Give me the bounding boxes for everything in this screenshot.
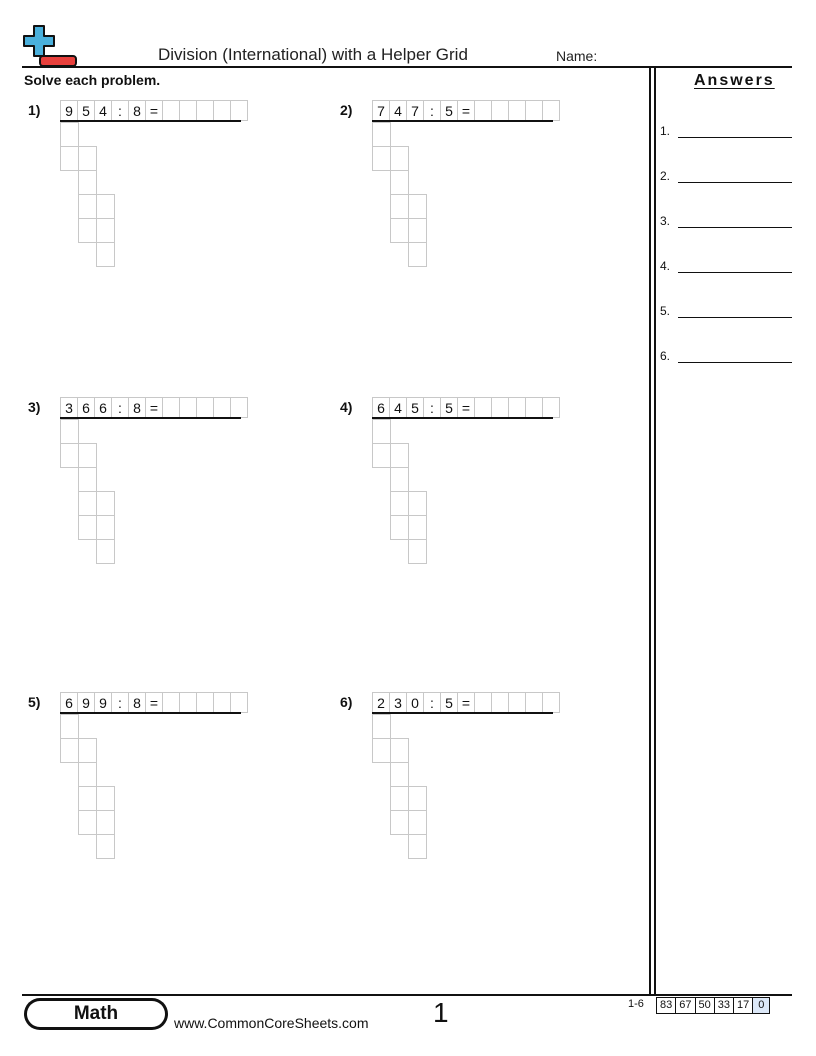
divisor-digit: 8 bbox=[128, 100, 146, 121]
helper-grid-cell[interactable] bbox=[78, 194, 97, 219]
problem-number: 5) bbox=[28, 694, 41, 710]
division-sign: : bbox=[111, 397, 129, 418]
helper-grid-cell[interactable] bbox=[96, 786, 115, 811]
dividend-digit: 5 bbox=[77, 100, 95, 121]
helper-grid-cell[interactable] bbox=[78, 467, 97, 492]
helper-grid-cell[interactable] bbox=[372, 714, 391, 739]
divisor-digit: 8 bbox=[128, 692, 146, 713]
quotient-cell[interactable] bbox=[179, 692, 197, 713]
quotient-cell[interactable] bbox=[542, 100, 560, 121]
dividend-digit: 2 bbox=[372, 692, 390, 713]
quotient-cell[interactable] bbox=[230, 692, 248, 713]
helper-grid-cell[interactable] bbox=[60, 443, 79, 468]
dividend-digit: 6 bbox=[372, 397, 390, 418]
dividend-digit: 6 bbox=[60, 692, 78, 713]
worksheet-title: Division (International) with a Helper Grid bbox=[158, 45, 468, 64]
helper-grid-cell[interactable] bbox=[78, 762, 97, 787]
division-sign: : bbox=[111, 100, 129, 121]
subject-badge bbox=[24, 998, 168, 1030]
equals-sign: = bbox=[145, 397, 163, 418]
helper-grid-cell[interactable] bbox=[372, 443, 391, 468]
quotient-cell[interactable] bbox=[213, 397, 231, 418]
helper-grid-cell[interactable] bbox=[408, 539, 427, 564]
dividend-digit: 3 bbox=[60, 397, 78, 418]
dividend-digit: 3 bbox=[389, 692, 407, 713]
answer-slot-3[interactable] bbox=[660, 212, 792, 232]
score-cell: 83 bbox=[656, 997, 676, 1014]
problem-number: 6) bbox=[340, 694, 353, 710]
quotient-cell[interactable] bbox=[542, 397, 560, 418]
helper-grid-cell[interactable] bbox=[78, 738, 97, 763]
dividend-digit: 9 bbox=[60, 100, 78, 121]
score-range: 1-6 bbox=[628, 998, 644, 1010]
score-cell: 33 bbox=[714, 997, 734, 1014]
quotient-cell[interactable] bbox=[474, 397, 492, 418]
score-table bbox=[656, 997, 770, 1014]
quotient-cell[interactable] bbox=[162, 100, 180, 121]
helper-grid-cell[interactable] bbox=[408, 834, 427, 859]
answer-number: 6. bbox=[660, 349, 671, 363]
quotient-cell[interactable] bbox=[525, 692, 543, 713]
helper-grid-cell[interactable] bbox=[408, 218, 427, 243]
division-sign: : bbox=[423, 692, 441, 713]
equals-sign: = bbox=[457, 397, 475, 418]
helper-grid-cell[interactable] bbox=[78, 443, 97, 468]
quotient-cell[interactable] bbox=[213, 100, 231, 121]
page-number: 1 bbox=[433, 997, 449, 1028]
score-cell: 67 bbox=[675, 997, 695, 1014]
helper-grid-cell[interactable] bbox=[96, 539, 115, 564]
divisor-digit: 5 bbox=[440, 100, 458, 121]
helper-grid-cell[interactable] bbox=[390, 491, 409, 516]
quotient-cell[interactable] bbox=[474, 100, 492, 121]
problem-number: 1) bbox=[28, 102, 41, 118]
division-bar bbox=[60, 417, 241, 419]
problem-1 bbox=[28, 100, 288, 280]
dividend-digit: 6 bbox=[77, 397, 95, 418]
helper-grid-cell[interactable] bbox=[390, 786, 409, 811]
problem-number: 4) bbox=[340, 399, 353, 415]
helper-grid-cell[interactable] bbox=[390, 146, 409, 171]
score-cell: 50 bbox=[695, 997, 715, 1014]
quotient-cell[interactable] bbox=[213, 692, 231, 713]
helper-grid-cell[interactable] bbox=[96, 218, 115, 243]
quotient-cell[interactable] bbox=[491, 692, 509, 713]
plus-minus-logo-icon bbox=[22, 24, 80, 68]
problem-4 bbox=[340, 397, 600, 577]
divisor-digit: 8 bbox=[128, 397, 146, 418]
problem-number: 2) bbox=[340, 102, 353, 118]
website-url: www.CommonCoreSheets.com bbox=[174, 1015, 369, 1031]
dividend-digit: 9 bbox=[94, 692, 112, 713]
helper-grid-cell[interactable] bbox=[96, 491, 115, 516]
division-sign: : bbox=[423, 397, 441, 418]
answer-line bbox=[678, 182, 792, 183]
equals-sign: = bbox=[145, 100, 163, 121]
quotient-cell[interactable] bbox=[179, 100, 197, 121]
quotient-cell[interactable] bbox=[179, 397, 197, 418]
subject-label: Math bbox=[27, 1001, 165, 1027]
footer-divider bbox=[22, 994, 792, 996]
division-bar bbox=[372, 120, 553, 122]
helper-grid-cell[interactable] bbox=[408, 194, 427, 219]
helper-grid-cell[interactable] bbox=[96, 834, 115, 859]
helper-grid-cell[interactable] bbox=[408, 515, 427, 540]
helper-grid-cell[interactable] bbox=[96, 515, 115, 540]
helper-grid-cell[interactable] bbox=[390, 194, 409, 219]
helper-grid-cell[interactable] bbox=[390, 738, 409, 763]
answers-title: Answers bbox=[694, 72, 775, 89]
helper-grid-cell[interactable] bbox=[78, 218, 97, 243]
dividend-digit: 7 bbox=[372, 100, 390, 121]
equation-row bbox=[372, 692, 560, 713]
helper-grid-cell[interactable] bbox=[390, 762, 409, 787]
answer-line bbox=[678, 362, 792, 363]
answer-line bbox=[678, 317, 792, 318]
equation-row bbox=[372, 397, 560, 418]
dividend-digit: 5 bbox=[406, 397, 424, 418]
problem-number: 3) bbox=[28, 399, 41, 415]
answer-line bbox=[678, 137, 792, 138]
quotient-cell[interactable] bbox=[508, 692, 526, 713]
helper-grid-cell[interactable] bbox=[78, 170, 97, 195]
quotient-cell[interactable] bbox=[491, 397, 509, 418]
equals-sign: = bbox=[457, 100, 475, 121]
answer-line bbox=[678, 272, 792, 273]
helper-grid-cell[interactable] bbox=[372, 122, 391, 147]
quotient-cell[interactable] bbox=[491, 100, 509, 121]
helper-grid-cell[interactable] bbox=[390, 810, 409, 835]
answer-number: 2. bbox=[660, 169, 671, 183]
equals-sign: = bbox=[457, 692, 475, 713]
helper-grid-cell[interactable] bbox=[372, 419, 391, 444]
score-cell-highlighted: 0 bbox=[752, 997, 770, 1014]
answer-number: 4. bbox=[660, 259, 671, 273]
division-bar bbox=[372, 417, 553, 419]
quotient-cell[interactable] bbox=[196, 692, 214, 713]
answer-slot-5[interactable] bbox=[660, 302, 792, 322]
helper-grid-cell[interactable] bbox=[96, 810, 115, 835]
helper-grid-cell[interactable] bbox=[390, 467, 409, 492]
score-cell: 17 bbox=[733, 997, 753, 1014]
division-sign: : bbox=[111, 692, 129, 713]
answer-slot-6[interactable] bbox=[660, 347, 792, 367]
helper-grid-cell[interactable] bbox=[60, 146, 79, 171]
helper-grid-cell[interactable] bbox=[60, 419, 79, 444]
answer-number: 1. bbox=[660, 124, 671, 138]
helper-grid-cell[interactable] bbox=[408, 786, 427, 811]
equation-row bbox=[60, 100, 248, 121]
equation-row bbox=[60, 397, 248, 418]
dividend-digit: 4 bbox=[389, 397, 407, 418]
helper-grid-cell[interactable] bbox=[390, 443, 409, 468]
helper-grid-cell[interactable] bbox=[78, 491, 97, 516]
helper-grid-cell[interactable] bbox=[96, 194, 115, 219]
helper-grid-cell[interactable] bbox=[390, 218, 409, 243]
helper-grid-cell[interactable] bbox=[96, 242, 115, 267]
problem-6 bbox=[340, 692, 600, 872]
helper-grid-cell[interactable] bbox=[408, 810, 427, 835]
helper-grid-cell[interactable] bbox=[372, 146, 391, 171]
helper-grid-cell[interactable] bbox=[408, 242, 427, 267]
equals-sign: = bbox=[145, 692, 163, 713]
helper-grid-cell[interactable] bbox=[78, 786, 97, 811]
answer-column-divider bbox=[649, 66, 651, 994]
divisor-digit: 5 bbox=[440, 692, 458, 713]
dividend-digit: 6 bbox=[94, 397, 112, 418]
helper-grid-cell[interactable] bbox=[390, 170, 409, 195]
answer-number: 3. bbox=[660, 214, 671, 228]
quotient-cell[interactable] bbox=[508, 100, 526, 121]
answer-slot-4[interactable] bbox=[660, 257, 792, 277]
quotient-cell[interactable] bbox=[196, 100, 214, 121]
equation-row bbox=[60, 692, 248, 713]
quotient-cell[interactable] bbox=[508, 397, 526, 418]
quotient-cell[interactable] bbox=[162, 397, 180, 418]
problem-3 bbox=[28, 397, 288, 577]
dividend-digit: 4 bbox=[389, 100, 407, 121]
helper-grid-cell[interactable] bbox=[60, 122, 79, 147]
helper-grid-cell[interactable] bbox=[390, 515, 409, 540]
answer-line bbox=[678, 227, 792, 228]
quotient-cell[interactable] bbox=[196, 397, 214, 418]
division-bar bbox=[60, 120, 241, 122]
helper-grid-cell[interactable] bbox=[78, 515, 97, 540]
answer-column-divider-inner bbox=[654, 66, 656, 994]
quotient-cell[interactable] bbox=[525, 397, 543, 418]
divisor-digit: 5 bbox=[440, 397, 458, 418]
helper-grid-cell[interactable] bbox=[60, 738, 79, 763]
quotient-cell[interactable] bbox=[230, 397, 248, 418]
equation-row bbox=[372, 100, 560, 121]
quotient-cell[interactable] bbox=[162, 692, 180, 713]
dividend-digit: 0 bbox=[406, 692, 424, 713]
header-divider bbox=[22, 66, 792, 68]
quotient-cell[interactable] bbox=[525, 100, 543, 121]
division-sign: : bbox=[423, 100, 441, 121]
answer-slot-1[interactable] bbox=[660, 122, 792, 142]
instructions: Solve each problem. bbox=[24, 72, 161, 88]
helper-grid-cell[interactable] bbox=[78, 146, 97, 171]
problem-2 bbox=[340, 100, 600, 280]
helper-grid-cell[interactable] bbox=[60, 714, 79, 739]
division-bar bbox=[60, 712, 241, 714]
helper-grid-cell[interactable] bbox=[372, 738, 391, 763]
dividend-digit: 4 bbox=[94, 100, 112, 121]
helper-grid-cell[interactable] bbox=[78, 810, 97, 835]
quotient-cell[interactable] bbox=[474, 692, 492, 713]
answer-number: 5. bbox=[660, 304, 671, 318]
answer-slot-2[interactable] bbox=[660, 167, 792, 187]
dividend-digit: 9 bbox=[77, 692, 95, 713]
problem-5 bbox=[28, 692, 288, 872]
dividend-digit: 7 bbox=[406, 100, 424, 121]
name-label: Name: bbox=[556, 48, 598, 64]
helper-grid-cell[interactable] bbox=[408, 491, 427, 516]
quotient-cell[interactable] bbox=[542, 692, 560, 713]
quotient-cell[interactable] bbox=[230, 100, 248, 121]
division-bar bbox=[372, 712, 553, 714]
